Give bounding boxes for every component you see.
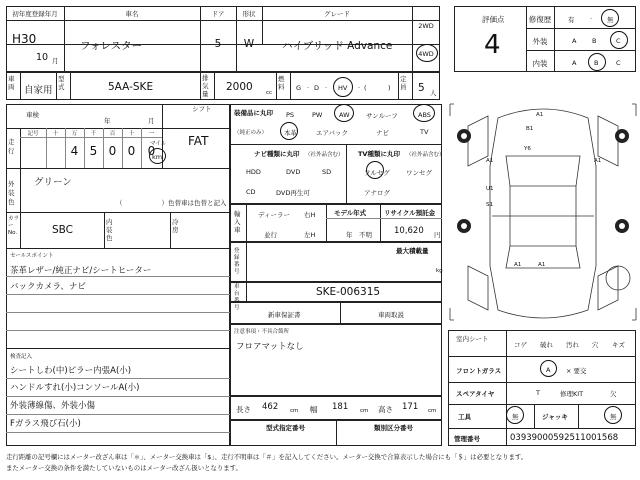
jack-value: 無 [610, 413, 617, 421]
notes-label: 注意事項・不具合箇所 [234, 329, 290, 335]
equip-navi: ナビ [376, 129, 389, 137]
tools-circle [506, 406, 524, 424]
fuel-label: 燃料 [278, 75, 285, 91]
damage-mark: A1 [486, 158, 494, 164]
chassis-label: 車台番号 [234, 284, 240, 311]
width-label: 幅 [310, 405, 318, 414]
mileage-unit-symbol: 記号 [27, 131, 39, 137]
type-value: 5AA-SKE [108, 81, 154, 93]
row2-block [6, 72, 440, 100]
capacity-label: 定員 [400, 75, 407, 91]
equip-leather: 本革 [284, 129, 297, 137]
type-label: 型式 [58, 75, 65, 91]
mgmt-no: 03939000592511001568 [510, 433, 619, 443]
interior-label: 内装 [532, 59, 548, 68]
navi-type-sub: （社外品含む） [305, 152, 344, 158]
mileage-unit-sen: 千 [90, 131, 97, 137]
width-value: 181 [332, 402, 349, 412]
first-reg-year: H30 [12, 32, 37, 46]
sales-point-label: セールスポイント [10, 253, 54, 259]
recycle-label: リサイクル預託金 [384, 209, 436, 217]
equip-pw: PW [312, 111, 323, 119]
damage-mark: B1 [526, 126, 534, 132]
inspection-year-label: 年 [104, 117, 111, 125]
inspector-note: ハンドルすれ(小)コンソールA(小) [10, 383, 140, 393]
tv-fullseg: フルセグ [364, 169, 390, 177]
import-parallel: 並行 [264, 231, 277, 239]
equip-airbag: エアバック [316, 129, 348, 137]
mileage-digit: 0 [127, 144, 136, 158]
first-reg-month: 10 [36, 52, 49, 63]
shift-value: FAT [188, 134, 209, 148]
damage-mark: Y6 [524, 146, 531, 152]
equip-aw: AW [339, 111, 350, 119]
exterior-c-circle [610, 31, 628, 49]
damage-mark: A1 [594, 158, 602, 164]
width-unit: cm [360, 408, 369, 414]
damage-mark: A1 [538, 262, 546, 268]
mileage-unit-ichi: 一 [148, 131, 155, 137]
drive-4wd: 4WD [418, 50, 434, 58]
mgmt-label: 管理番号 [454, 435, 480, 443]
damage-mark: U1 [486, 186, 494, 192]
footer-note-2: またメーター交換の条件を満たしていないものはメーター改ざん扱いとなります。 [6, 464, 242, 472]
capacity-value: 5 [418, 82, 425, 94]
reg-no-label: 登録番号 [234, 248, 240, 275]
ac-label: 冷房 [172, 218, 179, 234]
spare-label: スペアタイヤ [456, 390, 495, 398]
score-value: 4 [484, 30, 501, 60]
exterior-b: B [592, 37, 597, 45]
length-label: 長さ [236, 405, 251, 414]
exterior-a: A [572, 37, 577, 45]
navi-cd: CD [246, 188, 256, 196]
color-no-label: カラーNo. [8, 216, 20, 236]
chassis-no: SKE-006315 [316, 286, 381, 298]
color-value: グリーン [34, 177, 72, 188]
inspector-note: シートしわ(中)ピラー内張A(小) [10, 366, 132, 376]
front-glass-label: フロントガラス [456, 367, 502, 375]
jack-label: ジャッキ [542, 413, 568, 421]
docs-block [230, 302, 442, 324]
displacement-value: 2000 [226, 81, 253, 93]
equipment-label: 装備品に丸印 [234, 109, 273, 117]
height-value: 171 [402, 402, 419, 412]
tv-type-label: TV種類に丸印 [358, 150, 400, 158]
repair-no: 無 [607, 16, 614, 24]
drive-4wd-circle [416, 44, 438, 62]
tv-oneseg: ワンセグ [406, 169, 432, 177]
mileage-unit-10man: 十 [52, 131, 59, 137]
doors-label: ドア [211, 10, 225, 18]
mileage-unit-juu: 十 [128, 131, 135, 137]
import-right-hand: 右H [304, 211, 316, 219]
front-glass-a: A [546, 366, 551, 374]
recycle-yen: 円 [434, 231, 441, 239]
grade-label: グレード [324, 10, 350, 18]
tv-analog: アナログ [364, 189, 390, 197]
model-name-label: 車名 [125, 10, 139, 18]
interior-b-circle [588, 53, 606, 71]
mileage-unit-hyaku: 百 [109, 131, 116, 137]
inspection-label: 車検 [26, 111, 39, 119]
import-left-hand: 左H [304, 231, 316, 239]
equip-abs: ABS [418, 111, 431, 119]
jack-circle [604, 406, 622, 424]
tv-fullseg-circle [366, 161, 384, 179]
footer-note-1: 走行距離の記号欄にはメーター改ざん車は「＊」、メーター交換車は「$」、走行不明車は「＃」を記入してください。メーター交換で合算表示した場合にも「＄」は必要となります。 [6, 453, 528, 461]
navi-type-label: ナビ種類に丸印 [254, 150, 300, 158]
equip-ps: PS [286, 111, 295, 119]
spare-t: T [536, 389, 540, 397]
equip-abs-circle [413, 104, 435, 122]
shape-value: W [243, 38, 255, 50]
fuel-hv-circle [333, 77, 353, 97]
shift-label: シフト [192, 105, 212, 113]
repair-no-circle [601, 9, 619, 27]
notes-value: フロアマットなし [236, 342, 304, 352]
spare-kit: 修理KIT [560, 390, 584, 398]
mile-label: マイル [150, 141, 167, 147]
sheet-item: 汚れ [566, 341, 579, 349]
length-value: 462 [262, 402, 279, 412]
interior-sheet-label: 室内シート [456, 335, 489, 343]
damage-mark: A1 [536, 112, 544, 118]
first-reg-month-unit: 月 [52, 57, 59, 65]
interior-a: A [572, 59, 577, 67]
navi-sd: SD [322, 168, 332, 176]
sales-point-line: 茶革レザー/純正ナビ/シートヒーター [10, 266, 152, 276]
repair-label: 修復歴 [528, 15, 552, 24]
shape-label: 形状 [242, 10, 256, 18]
mileage-digit: 0 [108, 144, 117, 158]
inspector-note: 外装薄線傷、外装小傷 [10, 401, 96, 411]
km-label: km [152, 153, 163, 161]
max-load-label: 最大積載量 [396, 247, 429, 255]
mileage-digit: 4 [70, 144, 79, 158]
usage-value: 自家用 [24, 85, 53, 96]
damage-mark: S1 [486, 202, 493, 208]
navi-hdd: HDD [246, 168, 261, 176]
front-glass-x: × 要交 [566, 367, 587, 375]
car-diagram [448, 96, 638, 328]
warranty-label: 新車保証書 [268, 311, 301, 319]
repair-yes: 有 [568, 16, 575, 24]
doors-value: 5 [214, 38, 222, 50]
color-no-value: SBC [52, 224, 74, 236]
height-unit: cm [428, 408, 437, 414]
sheet-item: キズ [612, 341, 625, 349]
cc-unit: cc [266, 90, 273, 96]
exterior-c: C [616, 37, 621, 45]
color-label: 外装色 [8, 180, 15, 206]
tools-label: 工具 [458, 413, 471, 421]
inspector-note: Fガラス飛び石(小) [10, 419, 81, 429]
import-label: 輸入車 [234, 210, 241, 234]
manual-label: 車両取説 [378, 311, 404, 319]
grade-value: ハイブリッド Advance [282, 40, 393, 52]
height-label: 高さ [378, 405, 393, 414]
model-year-value: 年 不明 [346, 231, 372, 239]
inspector-label: 検査記入 [10, 354, 33, 360]
equip-tv: TV [420, 128, 429, 136]
navi-dvd: DVD [286, 168, 301, 176]
drive-2wd: 2WD [418, 22, 434, 30]
sheet-item: 穴 [592, 341, 599, 349]
class-label: 類別区分番号 [374, 424, 413, 432]
mileage-unit-man: 万 [71, 131, 78, 137]
equip-aw-circle [334, 104, 354, 122]
displacement-label: 排気量 [202, 74, 209, 98]
inspection-month-label: 月 [148, 117, 155, 125]
tv-type-sub: （社外品含む） [406, 152, 445, 158]
spare-none: 欠 [610, 390, 617, 398]
capacity-unit: 人 [430, 89, 437, 97]
fuel-g: G [296, 84, 302, 92]
exterior-label: 外装 [532, 37, 548, 46]
fuel-hv: HV [338, 84, 348, 92]
interior-c: C [616, 59, 621, 67]
equip-leather-circle [280, 122, 298, 140]
mileage-digit: 0 [147, 144, 156, 158]
damage-mark: A1 [514, 262, 522, 268]
fuel-paren-open: ( [364, 84, 367, 92]
tools-value: 無 [512, 413, 519, 421]
sheet-item: コゲ [514, 341, 527, 349]
import-dealer: ディーラー [258, 211, 290, 219]
recycle-value: 10,620 [394, 226, 424, 236]
sales-point-line: バックカメラ、ナビ [10, 282, 86, 292]
interior-b: B [594, 59, 599, 67]
type-designation-label: 型式指定番号 [266, 424, 305, 432]
mileage-digit: 5 [89, 144, 98, 158]
model-name: フォレスター [80, 40, 143, 52]
fuel-paren-close: ) [388, 84, 391, 92]
first-reg-label: 初年度登録年月 [12, 10, 58, 18]
mileage-label: 走行 [8, 138, 15, 155]
fuel-d: D [314, 84, 320, 92]
max-load-unit: kg [436, 268, 443, 274]
equipment-sub-label: （純正のみ） [234, 130, 268, 136]
sheet-item: 破れ [540, 341, 553, 349]
score-label: 評価点 [482, 15, 505, 24]
front-glass-a-circle [540, 360, 557, 377]
navi-dvd-play: DVD再生可 [276, 189, 310, 197]
color-note: （ ）色替車は色替と記入 [116, 199, 227, 207]
model-year-label: モデル年式 [334, 209, 367, 217]
length-unit: cm [290, 408, 299, 414]
km-circle [149, 148, 166, 164]
interior-color-label: 内装色 [106, 218, 113, 242]
usage-label: 車両 [8, 75, 15, 91]
equip-sunroof: サンルーフ [366, 112, 398, 120]
